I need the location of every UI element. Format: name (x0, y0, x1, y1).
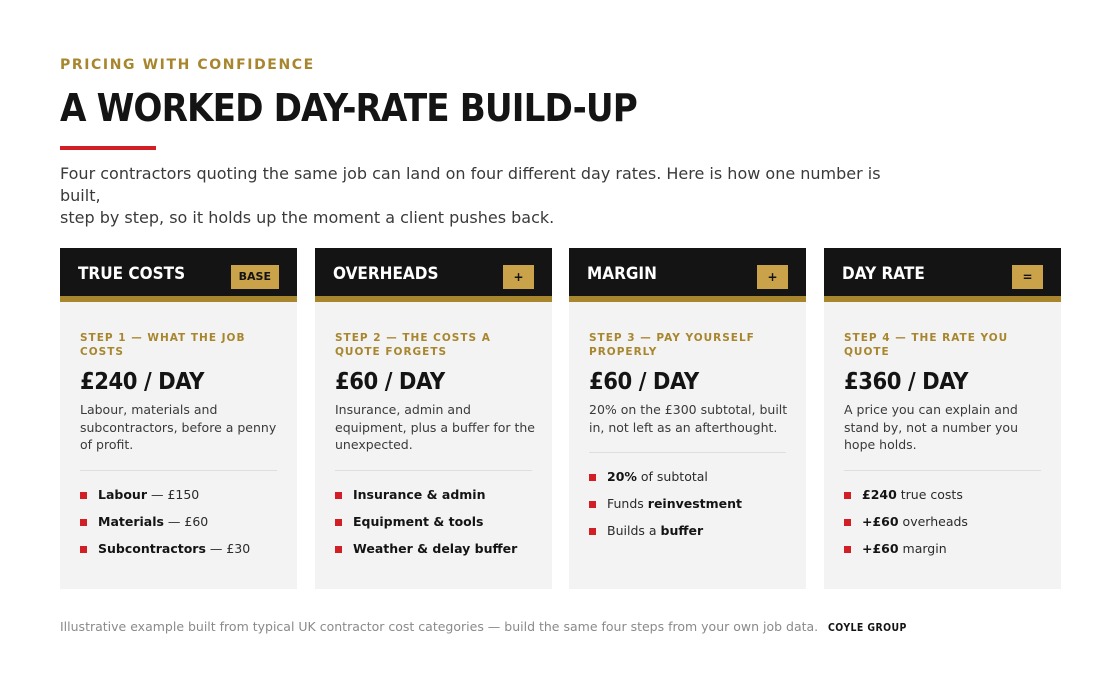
day-amount: £60 / DAY (335, 369, 445, 395)
divider (335, 470, 532, 471)
page-title: A WORKED DAY-RATE BUILD-UP (60, 86, 637, 130)
bullet-icon (80, 519, 87, 526)
list-item: 20% of subtotal (589, 469, 786, 496)
card-header (60, 248, 297, 302)
footer (60, 619, 921, 634)
divider (589, 452, 786, 453)
list-item: Materials — £60 (80, 514, 277, 541)
day-amount: £60 / DAY (589, 369, 699, 395)
divider (844, 470, 1041, 471)
card-body (315, 331, 552, 568)
card-body (824, 331, 1061, 568)
list-item: £240 true costs (844, 487, 1041, 514)
card-margin (569, 248, 806, 589)
card-header (824, 248, 1061, 302)
item-list (80, 487, 277, 568)
brand-logo: COYLE GROUP (828, 621, 907, 634)
day-amount: £360 / DAY (844, 369, 968, 395)
item-list (335, 487, 532, 568)
list-item: Equipment & tools (335, 514, 532, 541)
item-list (844, 487, 1041, 568)
card-day-rate (824, 248, 1061, 589)
list-item: Funds reinvestment (589, 496, 786, 523)
bullet-icon (844, 492, 851, 499)
bullet-icon (335, 519, 342, 526)
bullet-icon (335, 492, 342, 499)
list-item: Subcontractors — £30 (80, 541, 277, 568)
bullet-icon (589, 474, 596, 481)
card-tag: BASE (231, 265, 279, 289)
step-label: STEP 4 — THE RATE YOU QUOTE (844, 332, 1009, 358)
card-header (569, 248, 806, 302)
card-true-costs (60, 248, 297, 589)
bullet-icon (80, 492, 87, 499)
step-label: STEP 3 — PAY YOURSELF PROPERLY (589, 332, 755, 358)
item-list (589, 469, 786, 550)
step-label: STEP 2 — THE COSTS A QUOTE FORGETS (335, 332, 491, 358)
card-tag: + (503, 265, 534, 289)
list-item: Builds a buffer (589, 523, 786, 550)
bullet-icon (589, 501, 596, 508)
intro-line-1: Four contractors quoting the same job can land on four different day rates. Here is how one number is built, (60, 164, 881, 205)
bullet-icon (844, 519, 851, 526)
step-label: STEP 1 — WHAT THE JOB COSTS (80, 332, 246, 358)
bullet-icon (844, 546, 851, 553)
eyebrow: PRICING WITH CONFIDENCE (60, 57, 315, 73)
card-overheads (315, 248, 552, 589)
intro-text (60, 163, 890, 229)
card-description: Insurance, admin and equipment, plus a buffer for the unexpected. (335, 402, 535, 452)
card-body (569, 331, 806, 550)
intro-line-2: step by step, so it holds up the moment a client pushes back. (60, 208, 555, 227)
card-description: Labour, materials and subcontractors, before a penny of profit. (80, 402, 277, 452)
card-description: A price you can explain and stand by, not a number you hope holds. (844, 402, 1018, 452)
divider (80, 470, 277, 471)
list-item: +£60 overheads (844, 514, 1041, 541)
bullet-icon (335, 546, 342, 553)
card-description: 20% on the £300 subtotal, built in, not left as an afterthought. (589, 402, 788, 435)
list-item: Weather & delay buffer (335, 541, 532, 568)
bullet-icon (589, 528, 596, 535)
list-item: Labour — £150 (80, 487, 277, 514)
card-tag: = (1012, 265, 1043, 289)
card-title: OVERHEADS (333, 264, 439, 284)
card-title: MARGIN (587, 264, 657, 284)
list-item: +£60 margin (844, 541, 1041, 568)
bullet-icon (80, 546, 87, 553)
card-header (315, 248, 552, 302)
day-amount: £240 / DAY (80, 369, 204, 395)
card-tag: + (757, 265, 788, 289)
card-body (60, 331, 297, 568)
card-title: TRUE COSTS (78, 264, 186, 284)
list-item: Insurance & admin (335, 487, 532, 514)
footer-note: Illustrative example built from typical UK contractor cost categories — build the same four steps from your own job data. (60, 619, 819, 634)
cards-row (60, 248, 1060, 589)
title-rule (60, 146, 156, 150)
card-title: DAY RATE (842, 264, 925, 284)
